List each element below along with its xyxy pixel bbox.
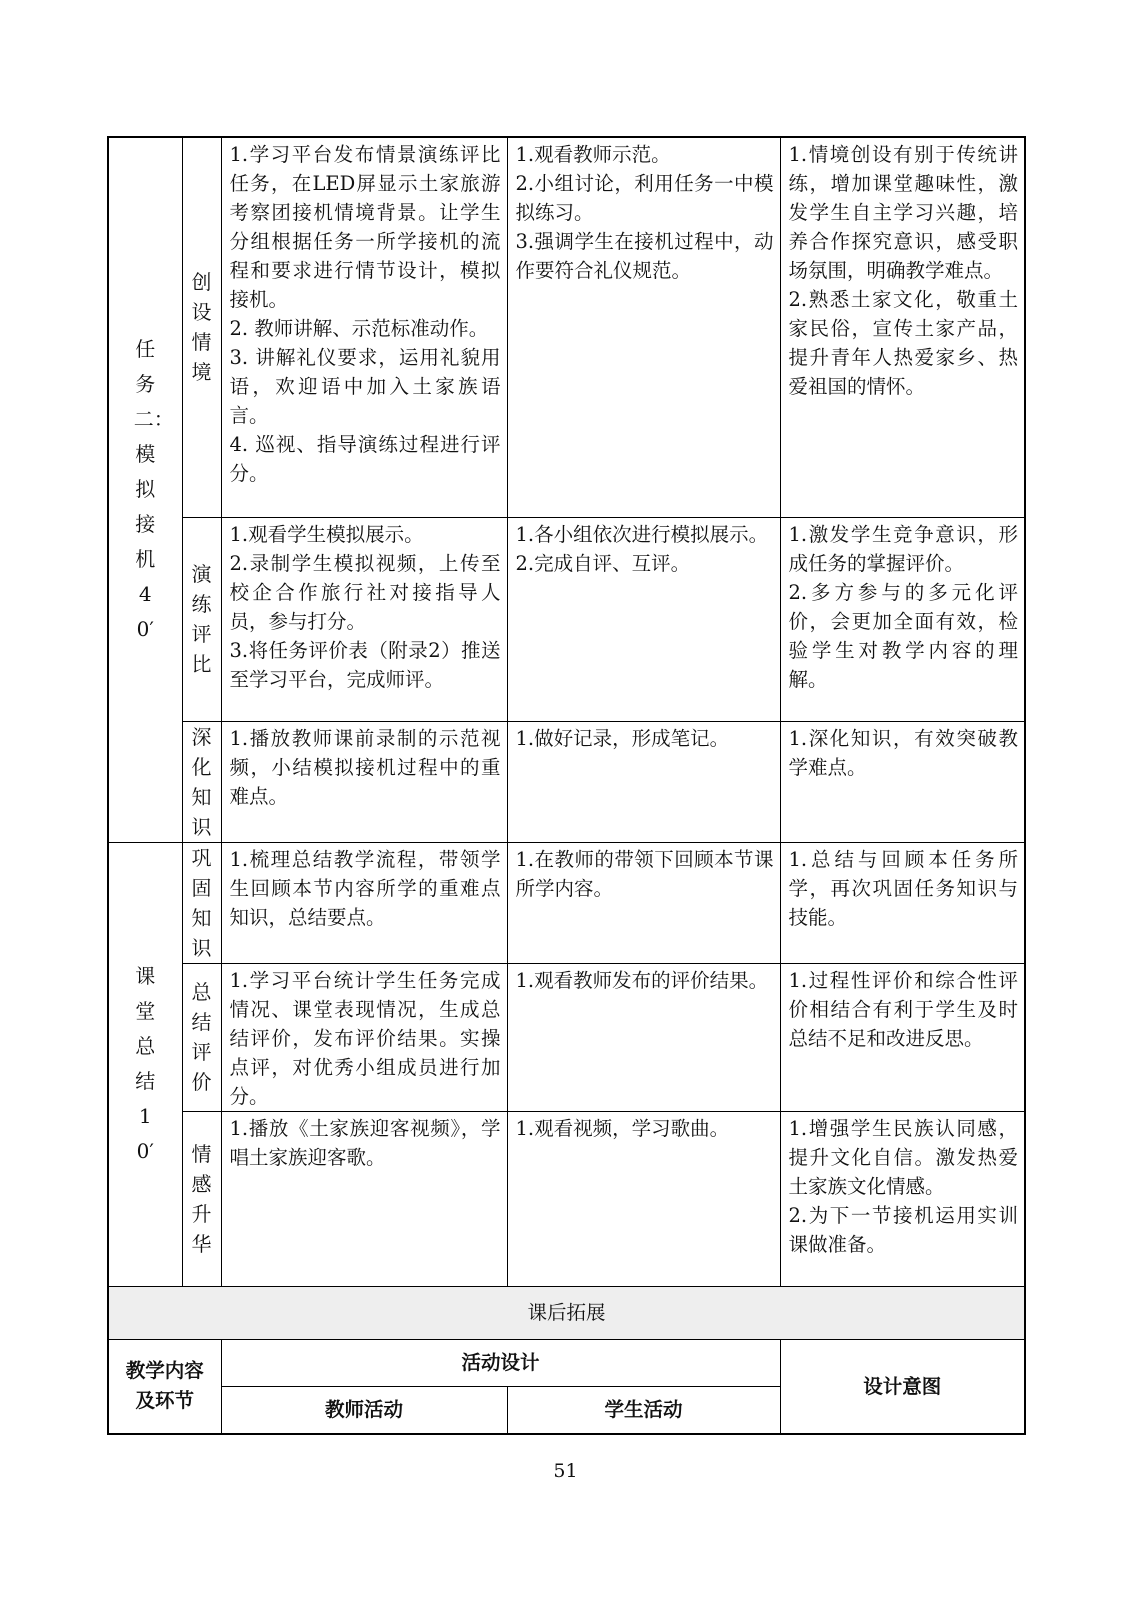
phase-cell [182, 721, 221, 842]
after-class-heading: 课后拓展 [108, 1286, 1025, 1339]
header-student: 学生活动 [507, 1386, 780, 1434]
stage-cell-summary [108, 842, 182, 1286]
phase-cell [182, 842, 221, 963]
phase-cell [182, 1111, 221, 1286]
text-line: 1.观看视频，学习歌曲。 [515, 1116, 730, 1140]
design-intent-cell [780, 517, 1025, 721]
header-content-label: 教学内容及环节 [125, 1359, 204, 1412]
text-line: 1.观看教师发布的评价结果。 [515, 968, 769, 992]
table-row-after-class [108, 1286, 1025, 1339]
phase-label: 演练评比 [191, 562, 212, 676]
phase-label: 情感升华 [191, 1141, 212, 1256]
design-intent-cell [780, 842, 1025, 963]
design-intent-cell [780, 963, 1025, 1111]
text-line: 1.总结与回顾本任务所学，再次巩固任务知识与技能。 [788, 847, 1018, 929]
table-row-consolidate [108, 842, 1025, 963]
text-line: 1.播放教师课前录制的示范视频，小结模拟接机过程中的重难点。 [229, 726, 501, 808]
text-line: 1.学习平台统计学生任务完成情况、课堂表现情况，生成总结评价，发布评价结果。实操点评，对优秀小组成员进行加分。 [229, 968, 501, 1108]
phase-label: 深化知识 [191, 724, 212, 839]
text-line: 1.情境创设有别于传统讲练，增加课堂趣味性，激发学生自主学习兴趣，培养合作探究意识，感受职场氛围，明确教学难点。 [788, 143, 1018, 282]
phase-cell [182, 963, 221, 1111]
teacher-activity-cell [221, 721, 507, 842]
student-activity-cell [507, 842, 780, 963]
phase-label: 创设情境 [191, 270, 212, 385]
stage-label: 任务二：模拟接机40′ [133, 337, 174, 642]
student-activity-cell [507, 963, 780, 1111]
design-intent-cell [780, 1111, 1025, 1286]
text-line: 4. 巡视、指导演练过程进行评分。 [229, 433, 501, 485]
text-line: 1.做好记录，形成笔记。 [515, 726, 730, 750]
text-line: 2. 教师讲解、示范标准动作。 [229, 317, 489, 340]
text-line: 1.过程性评价和综合性评价相结合有利于学生及时总结不足和改进反思。 [788, 968, 1018, 1050]
lesson-plan-table [107, 136, 1026, 1435]
header-activity: 活动设计 [221, 1339, 780, 1386]
text-line: 2.多方参与的多元化评价，会更加全面有效，检验学生对教学内容的理解。 [788, 580, 1018, 691]
teacher-activity-cell [221, 842, 507, 963]
header-teacher: 教师活动 [221, 1386, 507, 1434]
text-line: 1.播放《土家族迎客视频》，学唱土家族迎客歌。 [229, 1116, 501, 1169]
table-row-emotion [108, 1111, 1025, 1286]
text-line: 1.梳理总结教学流程，带领学生回顾本节内容所学的重难点知识，总结要点。 [229, 847, 501, 929]
text-line: 3.将任务评价表（附录2）推送至学习平台，完成师评。 [229, 638, 501, 691]
stage-label: 课堂总结10′ [135, 964, 156, 1163]
text-line: 2.录制学生模拟视频，上传至校企合作旅行社对接指导人员，参与打分。 [229, 551, 501, 633]
table-header-row [108, 1339, 1025, 1386]
table-row-drill [108, 517, 1025, 721]
teacher-activity-cell [221, 1111, 507, 1286]
text-line: 2.熟悉土家文化，敬重土家民俗，宣传土家产品，提升青年人热爱家乡、热爱祖国的情怀。 [788, 288, 1018, 398]
header-intent: 设计意图 [780, 1339, 1025, 1434]
text-line: 1.观看学生模拟展示。 [229, 522, 424, 546]
teacher-activity-cell [221, 517, 507, 721]
text-line: 1.激发学生竞争意识，形成任务的掌握评价。 [788, 522, 1018, 575]
phase-label: 总结评价 [191, 980, 212, 1094]
text-line: 2.小组讨论，利用任务一中模拟练习。 [515, 172, 774, 224]
table-row-evaluate [108, 963, 1025, 1111]
text-line: 3.强调学生在接机过程中，动作要符合礼仪规范。 [515, 230, 774, 282]
text-line: 2.为下一节接机运用实训课做准备。 [788, 1203, 1018, 1256]
text-line: 1.深化知识，有效突破教学难点。 [788, 726, 1018, 779]
phase-cell [182, 137, 221, 517]
text-line: 1.增强学生民族认同感，提升文化自信。激发热爱土家族文化情感。 [788, 1116, 1018, 1198]
page-number: 51 [553, 1460, 578, 1482]
phase-cell [182, 517, 221, 721]
student-activity-cell [507, 137, 780, 517]
student-activity-cell [507, 1111, 780, 1286]
text-line: 1.学习平台发布情景演练评比任务，在LED屏显示土家旅游考察团接机情境背景。让学生分组根据任务一所学接机的流程和要求进行情节设计，模拟接机。 [229, 143, 501, 311]
text-line: 1.各小组依次进行模拟展示。 [515, 522, 769, 546]
text-line: 3. 讲解礼仪要求，运用礼貌用语，欢迎语中加入土家族语言。 [229, 346, 501, 427]
text-line: 2.完成自评、互评。 [515, 551, 691, 575]
header-content [108, 1339, 221, 1434]
stage-cell-task2 [108, 137, 182, 842]
design-intent-cell [780, 137, 1025, 517]
table-row-scenario [108, 137, 1025, 517]
teacher-activity-cell [221, 137, 507, 517]
table-row-deepen [108, 721, 1025, 842]
text-line: 1.观看教师示范。 [515, 143, 671, 166]
teacher-activity-cell [221, 963, 507, 1111]
phase-label: 巩固知识 [191, 845, 212, 960]
student-activity-cell [507, 721, 780, 842]
text-line: 1.在教师的带领下回顾本节课所学内容。 [515, 847, 774, 900]
design-intent-cell [780, 721, 1025, 842]
student-activity-cell [507, 517, 780, 721]
